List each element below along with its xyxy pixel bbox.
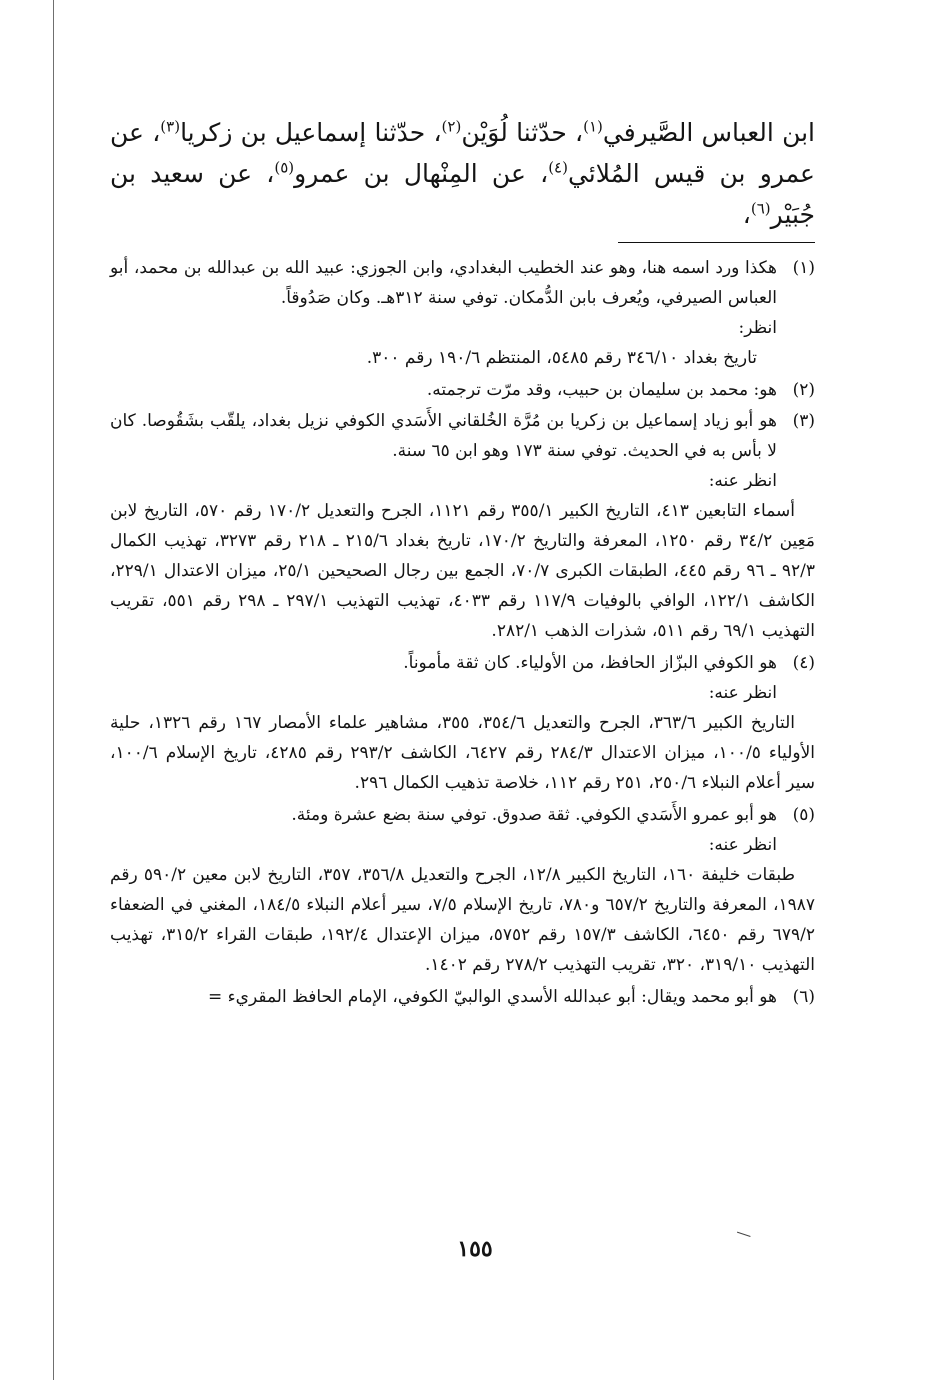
footnote-number: (٢)	[792, 380, 815, 400]
pen-mark	[737, 1224, 753, 1237]
footnote-text: هو أبو زياد إسماعيل بن زكريا بن مُرَّة الخُلقاني الأَسَدي الكوفي نزيل بغداد، يلقّب بشَقُوصا. كان لا بأس به في الحديث. توفي سنة ١٧٣ وهو ابن ٦٥ سنة.	[110, 411, 777, 461]
main-text	[110, 112, 815, 235]
main-text-segment: ، حدّثنا لُوَيْن	[461, 118, 584, 147]
footnote-references: طبقات خليفة ١٦٠، التاريخ الكبير ١٢/٨، الجرح والتعديل ٣٥٦/٨، ٣٥٧، التاريخ لابن معين ٥٩٠/٢ رقم ١٩٨٧، المعرفة والتاريخ ٦٥٧/٢ و٧٨٠، تاريخ الإسلام ٧/٥، سير أعلام النبلاء ١٨٤/٥، المغني في الضعفاء ٦٧٩/٢ رقم ٦٤٥٠، الكاشف ١٥٧/٣ رقم ٥٧٥٢، ميزان الإعتدال ١٩٢/٤، طبقات القراء ٣١٥/٢، تهذيب التهذيب ٣١٩/١٠، ٣٢٠، تقريب التهذيب ٢٧٨/٢ رقم ١٤٠٢.	[110, 865, 815, 975]
footnote-references: التاريخ الكبير ٣٦٣/٦، الجرح والتعديل ٣٥٤/٦، ٣٥٥، مشاهير علماء الأمصار ١٦٧ رقم ١٣٢٦، حلية الأولياء ١٠٠/٥، ميزان الاعتدال ٢٨٤/٣ رقم ٦٤٢٧، الكاشف ٢٩٣/٢ رقم ٤٢٨٥، تاريخ الإسلام ١٠٠/٦، سير أعلام النبلاء ٢٥٠/٦، ٢٥١ رقم ١١٢، خلاصة تذهيب الكمال ٢٩٦.	[110, 713, 816, 793]
footnote-6	[110, 982, 815, 1012]
main-text-segment: ابن العباس الصَّيرفي	[602, 118, 816, 147]
footnote-number: (٦)	[792, 987, 815, 1007]
footnote-ref-2: (٢)	[441, 117, 462, 136]
footnote-references: أسماء التابعين ٤١٣، التاريخ الكبير ٣٥٥/١ رقم ١١٢١، الجرح والتعديل ١٧٠/٢ رقم ٥٧٠، التاريخ لابن مَعِين ٣٤/٢ رقم ١٢٥٠، المعرفة والتاريخ ١٧٠/٢، تاريخ بغداد ٢١٥/٦ ـ ٢١٨ رقم ٣٢٧٣، تهذيب الكمال ٩٢/٣ ـ ٩٦ رقم ٤٤٥، الطبقات الكبرى ٧٠/٧، الجمع بين رجال الصحيحين ٢٥/١، ميزان الاعتدال ٢٢٩/١، الكاشف ١٢٢/١، الوافي بالوفيات ١١٧/٩ رقم ٤٠٣٣، تهذيب التهذيب ٢٩٧/١ ـ ٢٩٨ رقم ٥٥١، تقريب التهذيب ٦٩/١ رقم ٥١١، شذرات الذهب ٢٨٢/١.	[110, 501, 815, 641]
page-number: ١٥٥	[457, 1236, 493, 1262]
footnote-4	[110, 648, 815, 678]
main-text-segment: ، عن المِنْهال بن عمرو	[294, 159, 549, 188]
footnote-ref-1: (١)	[583, 117, 603, 136]
footnote-5	[110, 800, 815, 830]
footnote-2	[110, 375, 815, 405]
main-text-segment: ، عن سعيد بن جُبَيْر	[110, 159, 815, 229]
footnote-references: تاريخ بغداد ٣٤٦/١٠ رقم ٥٤٨٥، المنتظم ١٩٠/٦ رقم ٣٠٠.	[366, 348, 757, 368]
footnote-1	[110, 253, 815, 313]
footnote-ref-5: (٥)	[274, 158, 295, 177]
footnote-ref-3: (٣)	[160, 117, 181, 136]
footnote-number: (١)	[792, 258, 815, 278]
see-label: انظر عنه:	[708, 471, 777, 491]
footnote-separator	[618, 242, 815, 243]
main-text-segment: ،	[742, 200, 751, 229]
footnote-number: (٥)	[792, 805, 815, 825]
footnote-text: هو أبو محمد ويقال: أبو عبدالله الأسدي الوالبيّ الكوفي، الإمام الحافظ المقريء =	[208, 987, 777, 1007]
footnote-3	[110, 406, 815, 466]
see-label: انظر عنه:	[708, 683, 777, 703]
footnote-ref-4: (٤)	[548, 158, 568, 177]
see-label: انظر عنه:	[708, 835, 777, 855]
footnote-number: (٣)	[792, 411, 815, 431]
footnote-number: (٤)	[792, 653, 815, 673]
book-page	[110, 112, 815, 1013]
footnote-ref-6: (٦)	[750, 199, 771, 218]
footnote-text: هو أبو عمرو الأَسَدي الكوفي. ثقة صدوق. توفي سنة بضع عشرة ومئة.	[291, 805, 777, 825]
see-label: انظر:	[738, 318, 777, 338]
footnotes	[110, 253, 815, 1012]
main-text-segment: ، عن عمرو بن قيس المُلائي	[110, 118, 815, 188]
footnote-text: هو الكوفي البزّاز الحافظ، من الأولياء. كان ثقة مأموناً.	[403, 653, 777, 673]
footnote-text: هو: محمد بن سليمان بن حبيب، وقد مرّت ترجمته.	[426, 380, 777, 400]
footnote-text: هكذا ورد اسمه هنا، وهو عند الخطيب البغدادي، وابن الجوزي: عبيد الله بن عبدالله بن محمد، أبو العباس الصيرفي، ويُعرف بابن الدُّمكان. توفي سنة ٣١٢هـ. وكان صَدُوقاً.	[110, 258, 777, 308]
main-text-segment: ، حدّثنا إسماعيل بن زكريا	[180, 118, 442, 147]
margin-line	[53, 0, 54, 1380]
